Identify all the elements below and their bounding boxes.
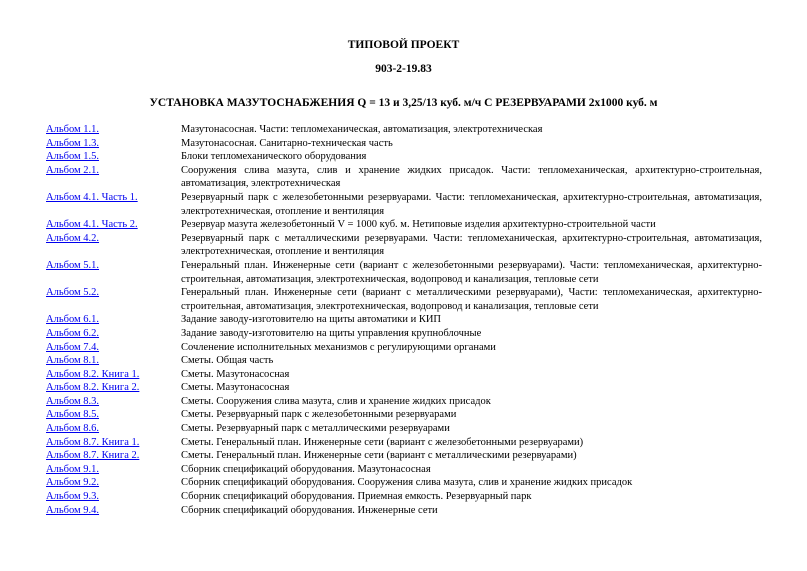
album-description: Резервуар мазута железобетонный V = 1000 куб. м. Нетиповые изделия архитектурно-строительной части (181, 219, 656, 231)
album-entry (46, 381, 762, 395)
album-link[interactable]: Альбом 5.2. (46, 287, 100, 299)
album-description: Сметы. Общая часть (181, 355, 274, 367)
album-link[interactable]: Альбом 2.1. (46, 164, 100, 176)
album-description: Сооружения слива мазута, слив и хранение жидких присадок. Части: тепломеханическая, архитектурно-строительная, автоматизация, электротехническая (181, 164, 762, 190)
album-entry (46, 232, 762, 259)
album-description: Сметы. Генеральный план. Инженерные сети (вариант с металлическими резервуарами) (181, 450, 577, 462)
album-description: Генеральный план. Инженерные сети (вариант с железобетонными резервуарами). Части: тепломеханическая, архитектурно-строительная, автоматизация, электротехническая, водопровод и канализация, тепловые сети (181, 259, 762, 285)
album-entry (46, 395, 762, 409)
album-entry (46, 218, 762, 232)
album-link[interactable]: Альбом 4.1. Часть 1. (46, 191, 138, 203)
album-entry (46, 504, 762, 518)
album-entry (46, 476, 762, 490)
album-entry (46, 354, 762, 368)
album-entry (46, 368, 762, 382)
album-description: Сметы. Мазутонасосная (181, 368, 290, 380)
album-link[interactable]: Альбом 9.2. (46, 477, 100, 489)
album-entry (46, 286, 762, 313)
album-description: Сметы. Сооружения слива мазута, слив и хранение жидких присадок (181, 395, 491, 407)
album-link[interactable]: Альбом 8.2. Книга 1. (46, 368, 140, 380)
album-description: Сборник спецификаций оборудования. Сооружения слива мазута, слив и хранение жидких присадок (181, 477, 633, 489)
album-entry (46, 327, 762, 341)
album-link[interactable]: Альбом 5.1. (46, 259, 100, 271)
album-entry (46, 436, 762, 450)
album-description: Сочленение исполнительных механизмов с регулирующими органами (181, 341, 496, 353)
album-link[interactable]: Альбом 8.7. Книга 2. (46, 450, 140, 462)
album-description: Мазутонасосная. Санитарно-техническая часть (181, 137, 393, 149)
album-description: Сборник спецификаций оборудования. Приемная емкость. Резервуарный парк (181, 491, 532, 503)
album-entry (46, 449, 762, 463)
album-description: Резервуарный парк с железобетонными резервуарами. Части: тепломеханическая, архитектурно-строительная, автоматизация, электротехническая, отопление и вентиляция (181, 191, 762, 217)
album-link[interactable]: Альбом 4.1. Часть 2. (46, 219, 138, 231)
album-description: Сметы. Резервуарный парк с металлическими резервуарами (181, 423, 450, 435)
album-description: Задание заводу-изготовителю на щиты автоматики и КИП (181, 314, 441, 326)
album-description: Сборник спецификаций оборудования. Инженерные сети (181, 504, 438, 516)
album-list (46, 123, 762, 517)
album-entry (46, 490, 762, 504)
album-link[interactable]: Альбом 8.3. (46, 395, 100, 407)
album-link[interactable]: Альбом 8.1. (46, 355, 100, 367)
project-title-heading: УСТАНОВКА МАЗУТОСНАБЖЕНИЯ Q = 13 и 3,25/13 куб. м/ч С РЕЗЕРВУАРАМИ 2х1000 куб. м (149, 97, 658, 109)
album-description: Резервуарный парк с металлическими резервуарами. Части: тепломеханическая, архитектурно-строительная, автоматизация, электротехническая, отопление и вентиляция (181, 232, 762, 258)
document-type-heading: ТИПОВОЙ ПРОЕКТ (347, 39, 460, 51)
album-link[interactable]: Альбом 7.4. (46, 341, 100, 353)
album-description: Сметы. Резервуарный парк с железобетонными резервуарами (181, 409, 457, 421)
album-description: Генеральный план. Инженерные сети (вариант с металлическими резервуарами), Части: тепломеханическая, архитектурно-строительная, автоматизация, электротехническая, водопровод и канализация, тепловые сети (181, 287, 762, 312)
album-description: Блоки тепломеханического оборудования (181, 151, 367, 163)
album-entry (46, 341, 762, 355)
album-description: Мазутонасосная. Части: тепломеханическая, автоматизация, электротехническая (181, 124, 543, 135)
album-link[interactable]: Альбом 6.1. (46, 314, 100, 326)
album-entry (46, 150, 762, 164)
album-link[interactable]: Альбом 9.1. (46, 463, 100, 475)
album-link[interactable]: Альбом 1.5. (46, 151, 100, 163)
album-entry (46, 137, 762, 151)
album-link[interactable]: Альбом 4.2. (46, 232, 100, 244)
album-description: Сметы. Мазутонасосная (181, 382, 290, 394)
album-entry (46, 164, 762, 191)
album-link[interactable]: Альбом 1.3. (46, 137, 100, 149)
album-entry (46, 313, 762, 327)
album-entry (46, 408, 762, 422)
album-description: Задание заводу-изготовителю на щиты управления крупноблочные (181, 327, 482, 339)
album-link[interactable]: Альбом 8.7. Книга 1. (46, 436, 140, 448)
album-link[interactable]: Альбом 6.2. (46, 327, 100, 339)
album-entry (46, 259, 762, 286)
album-entry (46, 123, 762, 137)
album-description: Сметы. Генеральный план. Инженерные сети (вариант с железобетонными резервуарами) (181, 436, 584, 448)
project-number-heading: 903-2-19.83 (375, 63, 432, 75)
album-link[interactable]: Альбом 8.5. (46, 409, 100, 421)
album-link[interactable]: Альбом 1.1. (46, 124, 100, 135)
album-link[interactable]: Альбом 9.4. (46, 504, 100, 516)
album-link[interactable]: Альбом 8.6. (46, 423, 100, 435)
album-entry (46, 422, 762, 436)
album-entry (46, 463, 762, 477)
album-description: Сборник спецификаций оборудования. Мазутонасосная (181, 463, 431, 475)
album-link[interactable]: Альбом 9.3. (46, 491, 100, 503)
album-link[interactable]: Альбом 8.2. Книга 2. (46, 382, 140, 394)
album-entry (46, 191, 762, 218)
